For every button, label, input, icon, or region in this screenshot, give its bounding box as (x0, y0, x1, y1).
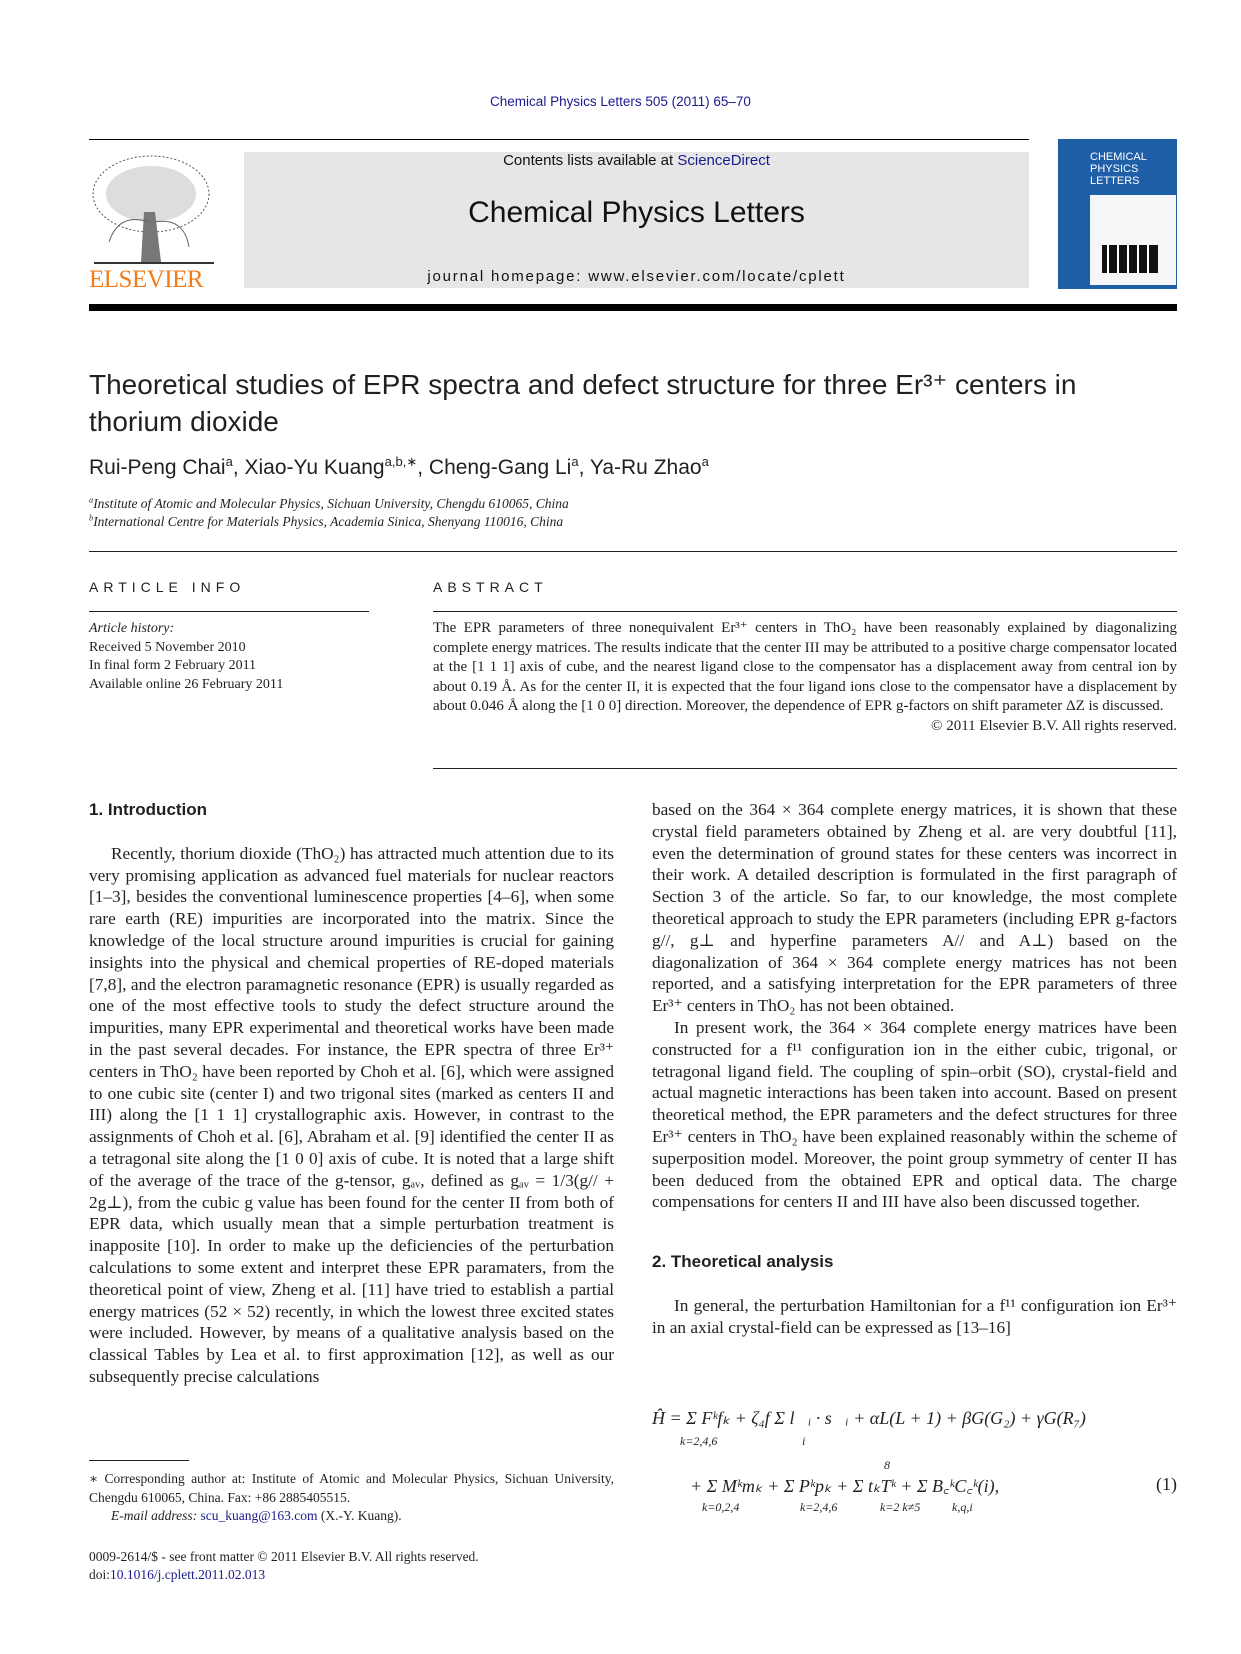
journal-cover-image (1058, 139, 1177, 289)
divider (89, 551, 1177, 552)
article-title: Theoretical studies of EPR spectra and defect structure for three Er³⁺ centers in thorium dioxide (89, 369, 1077, 437)
paragraph: In general, the perturbation Hamiltonian for a f¹¹ configuration ion Er³⁺ in an axial crystal-field can be expressed as [13–16] (652, 1295, 1177, 1337)
doi-label: doi: (89, 1566, 111, 1582)
journal-header-band (244, 152, 1029, 288)
divider (89, 611, 369, 612)
affil-mark: b (89, 513, 94, 523)
email-link[interactable]: scu_kuang@163.com (200, 1508, 318, 1523)
author-affil: a (225, 454, 233, 469)
equation-superscript: 8 (884, 1458, 890, 1472)
history-label: Article history: (89, 621, 175, 636)
footnote-text: ∗ Corresponding author at: Institute of Atomic and Molecular Physics, Sichuan University, Chengdu 610065, China. Fax: +86 2885405515. (89, 1471, 614, 1505)
affil-text: Institute of Atomic and Molecular Physics, Sichuan University, Chengdu 610065, China (93, 496, 569, 511)
affil-mark: a (89, 495, 94, 505)
author-name[interactable]: Cheng-Gang Li (428, 456, 572, 479)
journal-title: Chemical Physics Letters (468, 196, 805, 229)
cover-title: CHEMICAL PHYSICS LETTERS (1090, 151, 1147, 187)
equation-subscript: i (802, 1434, 806, 1448)
equation-subscript: k=2 k≠5 (880, 1500, 921, 1514)
equation-line-1: Ĥ = Σ Fᵏfₖ + ζ₄f Σ l⃗ᵢ · s⃗ᵢ + αL(L + 1) + βG(G₂) + γG(R₇) (652, 1408, 1086, 1428)
right-column (652, 799, 1177, 1339)
doi-link[interactable]: 10.1016/j.cplett.2011.02.013 (110, 1566, 266, 1582)
footnote-email (89, 1507, 614, 1526)
journal-homepage[interactable]: journal homepage: www.elsevier.com/locate/cplett (427, 268, 846, 285)
sciencedirect-link[interactable]: ScienceDirect (677, 152, 770, 169)
revised-date: In final form 2 February 2011 (89, 658, 257, 673)
footnote (89, 1470, 614, 1526)
article-history (89, 620, 283, 694)
header-thick-rule (89, 304, 1177, 311)
abstract-text (433, 619, 1177, 737)
section-heading: 1. Introduction (89, 800, 208, 819)
author-name[interactable]: Ya-Ru Zhao (589, 456, 702, 479)
affiliation-a (89, 496, 569, 512)
abstract-heading: ABSTRACT (433, 579, 548, 595)
abstract-body: The EPR parameters of three nonequivalent Er³⁺ centers in ThO₂ have been reasonably explained by diagonalizing complete energy matrices. The results indicate that the center III may be attributed to a positive charge compensator located at the [1 1 1] axis of cube, and the nearest ligand close to the compensator has a displacement away from central ion by about 0.19 Å. As for the center II, it is expected that the four ligand ions close to the compensator have a displacement by about 0.046 Å along the [1 0 0] direction. Moreover, the dependence of EPR g-factors on shift parameter ΔZ is discussed. (433, 620, 1177, 715)
section-heading: 2. Theoretical analysis (652, 1252, 834, 1272)
equation-line-2: + Σ Mᵏmₖ + Σ Pᵏpₖ + Σ tₖTᵏ + Σ B꜀ᵏC꜀ᵏ(i), (690, 1476, 1000, 1496)
equation-subscript: k,q,i (952, 1500, 973, 1514)
cover-graphic (1090, 195, 1176, 285)
author-name[interactable]: Rui-Peng Chai (89, 456, 226, 479)
paragraph: Recently, thorium dioxide (ThO₂) has attracted much attention due to its very promising application as advanced fuel materials for nuclear reactors [1–3], besides the conventional luminescence properties [4–6], when some rare earth (RE) impurities are incorporated into the matrix. Since the knowledge of the local structure around impurities is crucial for gaining insights into the physical and chemical properties of RE-doped materials [7,8], and the electron paramagnetic resonance (EPR) is usually regarded as one of the most effective tools to study the defect structure around the impurities, many EPR experimental and theoretical works have been made in the past several decades. For instance, the EPR spectra of three Er³⁺ centers in ThO₂ have been reported by Choh et al. [6], which were assigned to one cubic site (center I) and two trigonal sites (marked as centers II and III) along the [1 1 1] crystallographic axis. However, in contrast to the assignments of Choh et al. [6], Abraham et al. [9] identified the center II as a tetragonal site along the [1 0 0] axis of cube. It is noted that a large shift of the average of the trace of the g-tensor, gₐᵥ, defined as gₐᵥ = 1/3(g// + 2g⊥), from the cubic g value has been found for the center II from both of EPR data, which usually mean that a simple perturbation treatment is inapposite [10]. In order to make up the deficiencies of the perturbation calculations to some extent and interpret these EPR paramaters, from the theoretical point of view, Zheng et al. [11] have tried to establish a partial energy matrices (52 × 52) recently, in which the lowest three excited states were included. However, by means of a qualitative analysis based on the classical Tables by Lea et al. to first approximation [12], as well as our subsequently precise calculations (89, 843, 614, 1386)
equation-subscript: k=0,2,4 (702, 1500, 740, 1514)
bottom-info (89, 1548, 479, 1583)
contents-prefix: Contents lists available at (503, 152, 678, 169)
footnote-rule (89, 1460, 189, 1461)
left-column (89, 799, 614, 1388)
paragraph: based on the 364 × 364 complete energy matrices, it is shown that these crystal field parameters obtained by Zheng et al. are very doubtful [11], even the determination of ground states for these centers was incorrect in their work. A detailed description is formulated in the first paragraph of Section 3 of the article. So far, to our knowledge, the most complete theoretical approach to study the EPR parameters (including EPR g-factors g//, g⊥ and hyperfine parameters A// and A⊥) based on the diagonalization of 364 × 364 complete energy matrices has not been reported, and a satisfying interpretation for the EPR parameters of three Er³⁺ centers in ThO₂ has not been obtained. (652, 800, 1177, 1016)
equation-subscript: k=2,4,6 (800, 1500, 838, 1514)
received-date: Received 5 November 2010 (89, 639, 246, 655)
author-affil: a (571, 454, 579, 469)
author-affil: a (701, 454, 709, 469)
divider (89, 139, 1029, 140)
affiliation-b (89, 514, 563, 530)
email-label: E-mail address: (111, 1508, 201, 1523)
equation-1 (652, 1408, 1177, 1518)
equation-number: (1) (1156, 1474, 1177, 1494)
journal-reference[interactable]: Chemical Physics Letters 505 (2011) 65–70 (490, 94, 751, 109)
article-info-heading: ARTICLE INFO (89, 579, 246, 595)
equation-subscript: k=2,4,6 (680, 1434, 718, 1448)
paragraph: In present work, the 364 × 364 complete energy matrices have been constructed for a f¹¹ configuration ion in the either cubic, trigonal, or tetragonal ligand field. The coupling of spin–orbit (SO), crystal-field and actual magnetic interactions has been taken into account. Based on present theoretical method, the EPR parameters and the defect structures for three Er³⁺ centers in ThO₂ have been explained reasonably within the scheme of superposition model. Moreover, the point group symmetry of center II has been deduced from the obtained EPR and optical data. The charge compensations for centers II and III have also been discussed together. (652, 1017, 1177, 1212)
doi-line (89, 1566, 479, 1584)
issn-line: 0009-2614/$ - see front matter © 2011 Elsevier B.V. All rights reserved. (89, 1549, 479, 1564)
email-suffix: (X.-Y. Kuang). (317, 1508, 402, 1523)
copyright: © 2011 Elsevier B.V. All rights reserved. (931, 717, 1177, 734)
author-list: Rui-Peng Chai$^a$, Xiao-Yu Kuang$^{a,b,∗}$, Cheng-Gang Li$^a$, Ya-Ru Zhao$^a$ (89, 454, 709, 479)
author-affil: a,b,∗ (384, 454, 418, 469)
author-name[interactable]: Xiao-Yu Kuang (244, 456, 385, 479)
divider (433, 768, 1177, 769)
divider (433, 611, 1177, 612)
publisher-logo-text: ELSEVIER (89, 266, 204, 293)
affil-text: International Centre for Materials Physics, Academia Sinica, Shenyang 110016, China (93, 514, 564, 529)
contents-line (244, 152, 1029, 169)
online-date: Available online 26 February 2011 (89, 676, 284, 692)
